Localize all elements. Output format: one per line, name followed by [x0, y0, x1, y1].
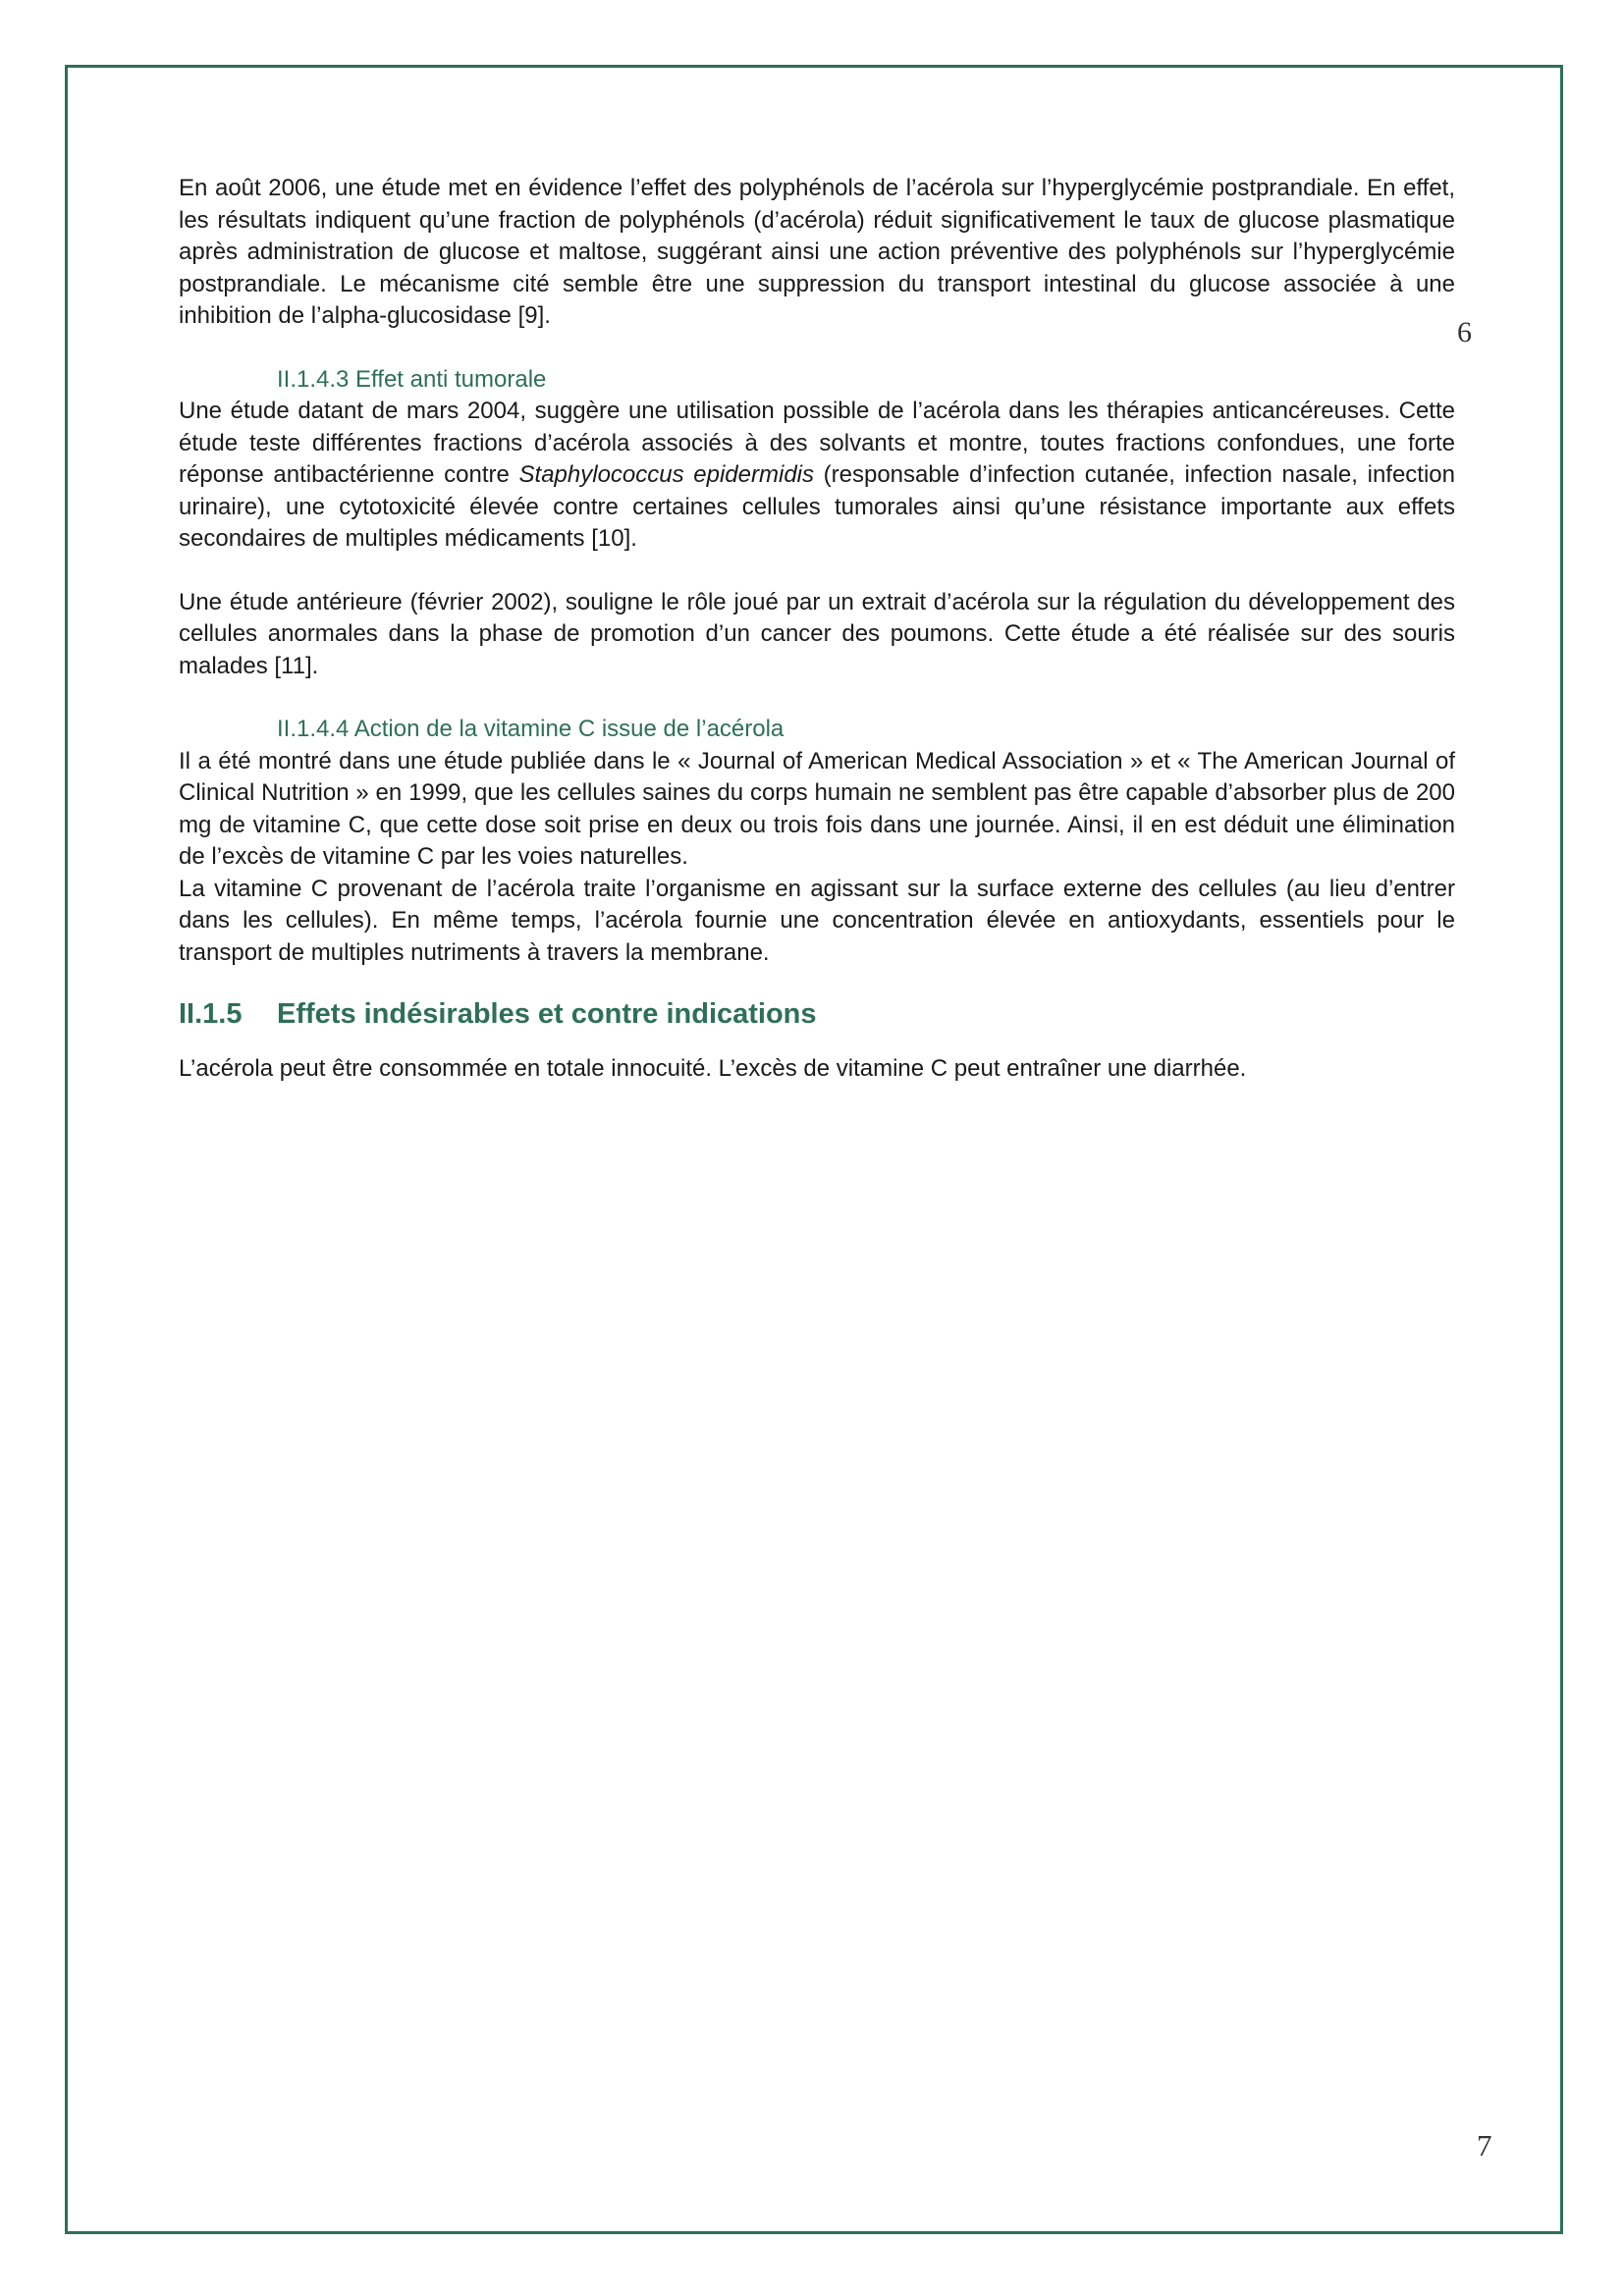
- section-number: II.1.5: [179, 998, 243, 1030]
- heading-vitamin-c-action: II.1.4.4 Action de la vitamine C issue de l’acérola: [277, 716, 785, 742]
- paragraph-polyphenols-hyperglycemia: En août 2006, une étude met en évidence l’effet des polyphénols de l’acérola sur l’hyperglycémie postprandiale. En effet, les résultats indiquent qu’une fraction de polyphénols (d’acérola) réduit significativement le taux de glucose plasmatique après administration de glucose et maltose, suggérant ainsi une action préventive des polyphénols sur l’hyperglycémie postprandiale. Le mécanisme cité semble être une suppression du transport intestinal du glucose associée à une inhibition de l’alpha-glucosidase [9].: [179, 175, 1455, 329]
- species-name: Staphylococcus epidermidis: [518, 461, 814, 488]
- heading-side-effects: [179, 994, 1455, 1034]
- paragraph-anticancer-text-1: Une étude datant de mars 2004, suggère une utilisation possible de l’acérola dans les thérapies anticancéreuses. Cette étude teste différentes fractions d’acérola associés à des solvants et montre, toutes fractions confondues, une forte réponse antibactérienne contre: [179, 398, 1455, 488]
- paragraph-vitamin-c-absorption: Il a été montré dans une étude publiée dans le « Journal of American Medical Association » et « The American Journal of Clinical Nutrition » en 1999, que les cellules saines du corps humain ne semblent pas être capable d’absorber plus de 200 mg de vitamine C, que cette dose soit prise en deux ou trois fois dans une journée. Ainsi, il en est déduit une élimination de l’excès de vitamine C par les voies naturelles.: [179, 747, 1455, 870]
- side-page-number: 6: [1457, 316, 1472, 348]
- heading-anti-tumor-effect: II.1.4.3 Effet anti tumorale: [277, 365, 547, 393]
- spacer: [179, 556, 1455, 587]
- paragraph-vitamin-c-cells: La vitamine C provenant de l’acérola traite l’organisme en agissant sur la surface externe des cellules (au lieu d’entrer dans les cellules). En même temps, l’acérola fournie une concentration élevée en antioxydants, essentiels pour le transport de multiples nutriments à travers la membrane.: [179, 875, 1455, 966]
- section-title: Effets indésirables et contre indications: [277, 998, 817, 1030]
- spacer: [179, 333, 1455, 364]
- spacer: [179, 1034, 1455, 1053]
- paragraph-anticancer-study: [179, 396, 1455, 556]
- paragraph-side-effects: L’acérola peut être consommée en totale innocuité. L’excès de vitamine C peut entraîner une diarrhée.: [179, 1055, 1247, 1082]
- document-body: [179, 173, 1455, 1086]
- spacer: [179, 682, 1455, 714]
- paragraph-lung-cancer-study: Une étude antérieure (février 2002), souligne le rôle joué par un extrait d’acérola sur la régulation du développement des cellules anormales dans la phase de promotion d’un cancer des poumons. Cette étude a été réalisée sur des souris malades [11].: [179, 588, 1455, 679]
- page-number: 7: [1477, 2128, 1492, 2163]
- paragraph-anticancer-text-2: (responsable d’infection cutanée, infection nasale, infection urinaire), une cytotoxicité élevée contre certaines cellules tumorales ainsi qu’une résistance importante aux effets secondaires de multiples médicaments [10].: [179, 461, 1455, 552]
